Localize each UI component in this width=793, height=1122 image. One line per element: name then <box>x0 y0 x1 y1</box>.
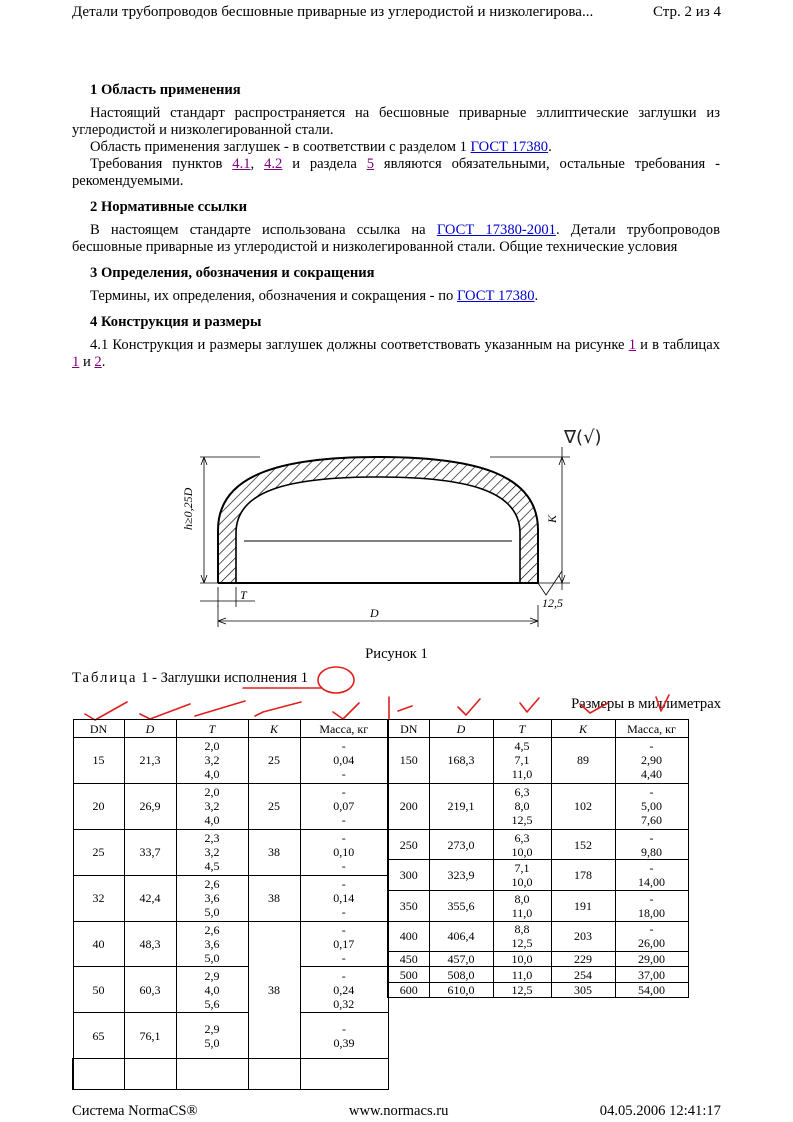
cell-d: 457,0 <box>429 952 493 967</box>
col-header: T <box>176 720 248 738</box>
link-4-1[interactable]: 4.1 <box>232 156 251 172</box>
cell-k: 102 <box>551 783 615 829</box>
table-units: Размеры в миллиметрах <box>571 696 721 712</box>
empty-cell <box>176 1059 248 1090</box>
gost-17380-link[interactable]: ГОСТ 17380 <box>456 288 535 304</box>
paragraph: Область применения заглушек - в соответствии с разделом 1 ГОСТ 17380. <box>90 139 552 155</box>
section-heading: 3 Определения, обозначения и сокращения <box>90 265 375 281</box>
dim-d-label: D <box>370 606 379 620</box>
cell-d: 168,3 <box>429 738 493 784</box>
col-header: DN <box>73 720 124 738</box>
cell-dn: 300 <box>388 860 429 891</box>
cell-dn: 250 <box>388 829 429 860</box>
cell-mass: - 26,00 <box>615 921 688 952</box>
check-mark <box>195 701 245 716</box>
cell-k: 38 <box>248 921 300 1059</box>
cell-t: 2,6 3,6 5,0 <box>176 921 248 967</box>
check-mark <box>255 702 301 716</box>
col-header: T <box>493 720 551 738</box>
cell-k: 178 <box>551 860 615 891</box>
link-figure-1[interactable]: 1 <box>628 337 636 353</box>
footer-timestamp: 04.05.2006 12:41:17 <box>599 1103 721 1119</box>
cell-t: 8,8 12,5 <box>493 921 551 952</box>
cell-k: 203 <box>551 921 615 952</box>
table-row <box>73 829 688 844</box>
table-row <box>73 967 688 982</box>
section-heading: 1 Область применения <box>90 82 241 98</box>
footer-system: Система NormaCS® <box>72 1103 198 1119</box>
cell-mass: - 0,10 - <box>300 829 388 875</box>
section-heading: 2 Нормативные ссылки <box>90 199 247 215</box>
cell-k: 89 <box>551 738 615 784</box>
table-row <box>73 1013 688 1028</box>
col-header: Масса, кг <box>615 720 688 738</box>
cell-t: 2,0 3,2 4,0 <box>176 738 248 784</box>
check-mark <box>389 697 412 719</box>
cell-dn: 32 <box>73 875 124 921</box>
hatching <box>210 445 550 595</box>
circle-mark <box>318 667 354 693</box>
cell-mass: - 14,00 <box>615 860 688 891</box>
col-header: D <box>429 720 493 738</box>
cell-d: 508,0 <box>429 967 493 982</box>
document-body <box>72 82 720 380</box>
inner-contour <box>236 477 520 583</box>
cell-mass: 37,00 <box>615 967 688 982</box>
cell-mass: - 5,00 7,60 <box>615 783 688 829</box>
check-mark <box>458 699 480 715</box>
cell-t: 6,3 10,0 <box>493 829 551 860</box>
link-section-5[interactable]: 5 <box>366 156 374 172</box>
cell-k: 229 <box>551 952 615 967</box>
dim-h-label: h≥0,25D <box>181 487 195 530</box>
cell-k: 38 <box>248 875 300 921</box>
cell-d: 48,3 <box>124 921 176 967</box>
check-mark <box>333 703 359 719</box>
col-header: K <box>551 720 615 738</box>
cell-dn: 65 <box>73 1013 124 1059</box>
section-3 <box>72 265 720 305</box>
cell-mass: - 18,00 <box>615 890 688 921</box>
col-header: Масса, кг <box>300 720 388 738</box>
cell-t: 12,5 <box>493 982 551 997</box>
cell-t: 4,5 7,1 11,0 <box>493 738 551 784</box>
paragraph: В настоящем стандарте использована ссылка на ГОСТ 17380-2001. Детали трубопроводов бесшовные приварные из углеродистой и низколегированной стали. Общие технические условия <box>72 222 720 255</box>
check-mark <box>85 702 127 720</box>
cell-dn: 600 <box>388 982 429 997</box>
table-header-row <box>73 720 688 738</box>
link-table-1[interactable]: 1 <box>72 354 80 370</box>
cell-mass: - 0,14 - <box>300 875 388 921</box>
cell-d: 42,4 <box>124 875 176 921</box>
cell-d: 273,0 <box>429 829 493 860</box>
cell-d: 219,1 <box>429 783 493 829</box>
cap-drawing <box>160 415 640 635</box>
cell-t: 2,6 3,6 5,0 <box>176 875 248 921</box>
handwritten-roughness: ∇(√) <box>564 427 602 448</box>
cell-dn: 40 <box>73 921 124 967</box>
check-mark <box>140 704 190 719</box>
cell-mass: - 9,80 <box>615 829 688 860</box>
cell-k: 25 <box>248 783 300 829</box>
cell-t: 2,3 3,2 4,5 <box>176 829 248 875</box>
col-header: K <box>248 720 300 738</box>
cell-dn: 15 <box>73 738 124 784</box>
link-table-2[interactable]: 2 <box>94 354 102 370</box>
page-footer <box>72 1103 721 1120</box>
cell-k: 254 <box>551 967 615 982</box>
empty-cell <box>248 1059 300 1090</box>
col-header: DN <box>388 720 429 738</box>
cell-d: 323,9 <box>429 860 493 891</box>
footer-url: www.normacs.ru <box>348 1103 449 1119</box>
cell-dn: 20 <box>73 783 124 829</box>
table-row <box>73 738 688 753</box>
col-header: D <box>124 720 176 738</box>
cell-d: 33,7 <box>124 829 176 875</box>
cell-d: 355,6 <box>429 890 493 921</box>
roughness-label: 12,5 <box>542 596 563 610</box>
cell-t: 2,0 3,2 4,0 <box>176 783 248 829</box>
cell-dn: 25 <box>73 829 124 875</box>
cell-d: 26,9 <box>124 783 176 829</box>
cell-mass: - 0,04 - <box>300 738 388 784</box>
cell-t: 2,9 5,0 <box>176 1013 248 1059</box>
cell-dn: 500 <box>388 967 429 982</box>
cell-t: 2,9 4,0 5,6 <box>176 967 248 1013</box>
cell-dn: 450 <box>388 952 429 967</box>
cell-d: 76,1 <box>124 1013 176 1059</box>
cell-d: 60,3 <box>124 967 176 1013</box>
cell-d: 406,4 <box>429 921 493 952</box>
cell-mass: - 0,17 - <box>300 921 388 967</box>
table-row <box>73 783 688 798</box>
cell-t: 8,0 11,0 <box>493 890 551 921</box>
paragraph: 4.1 Конструкция и размеры заглушек должны соответствовать указанным на рисунке 1 и в таблицах 1 и 2. <box>72 337 720 370</box>
cell-mass: - 0,07 - <box>300 783 388 829</box>
section-heading: 4 Конструкция и размеры <box>90 314 262 330</box>
figure-caption: Рисунок 1 <box>365 646 428 662</box>
cell-t: 7,1 10,0 <box>493 860 551 891</box>
section-1 <box>72 82 720 190</box>
paragraph: Требования пунктов 4.1, 4.2 и раздела 5 являются обязательными, остальные требования - рекомендуемыми. <box>72 156 720 189</box>
cell-k: 25 <box>248 738 300 784</box>
header-title: Детали трубопроводов бесшовные приварные из углеродистой и низколегирова... <box>72 4 594 20</box>
cell-mass: 29,00 <box>615 952 688 967</box>
paragraph: Настоящий стандарт распространяется на бесшовные приварные эллиптические заглушки из углеродистой и низколегированной стали. <box>72 105 720 138</box>
cell-d: 21,3 <box>124 738 176 784</box>
header-page: Стр. 2 из 4 <box>653 4 721 20</box>
cell-dn: 150 <box>388 738 429 784</box>
cell-mass: 54,00 <box>615 982 688 997</box>
empty-cell <box>73 1059 124 1090</box>
cell-dn: 50 <box>73 967 124 1013</box>
empty-cell <box>124 1059 176 1090</box>
check-mark <box>520 698 539 712</box>
gost-17380-2001-link[interactable]: ГОСТ 17380-2001 <box>436 222 556 238</box>
cell-t: 11,0 <box>493 967 551 982</box>
dim-t-label: T <box>240 588 247 602</box>
cell-dn: 350 <box>388 890 429 921</box>
table-row <box>73 1059 688 1074</box>
cell-k: 191 <box>551 890 615 921</box>
cell-dn: 400 <box>388 921 429 952</box>
cell-t: 6,3 8,0 12,5 <box>493 783 551 829</box>
cell-mass: - 0,39 <box>300 1013 388 1059</box>
table-row <box>73 921 688 936</box>
cell-dn: 200 <box>388 783 429 829</box>
paragraph: Термины, их определения, обозначения и сокращения - по ГОСТ 17380. <box>90 288 539 304</box>
section-4 <box>72 314 720 371</box>
dim-k-label: K <box>545 514 559 523</box>
link-4-2[interactable]: 4.2 <box>264 156 283 172</box>
gost-17380-link[interactable]: ГОСТ 17380 <box>470 139 549 155</box>
table-caption: Таблица 1 - Заглушки исполнения 1 <box>72 670 309 686</box>
cell-mass: - 2,90 4,40 <box>615 738 688 784</box>
caps-table <box>72 719 689 1090</box>
page-header <box>72 4 721 21</box>
cell-k: 305 <box>551 982 615 997</box>
cell-k: 38 <box>248 829 300 875</box>
section-2 <box>72 199 720 256</box>
cell-d: 610,0 <box>429 982 493 997</box>
cell-t: 10,0 <box>493 952 551 967</box>
cell-k: 152 <box>551 829 615 860</box>
empty-cell <box>300 1059 388 1090</box>
cell-mass: - 0,24 0,32 <box>300 967 388 1013</box>
